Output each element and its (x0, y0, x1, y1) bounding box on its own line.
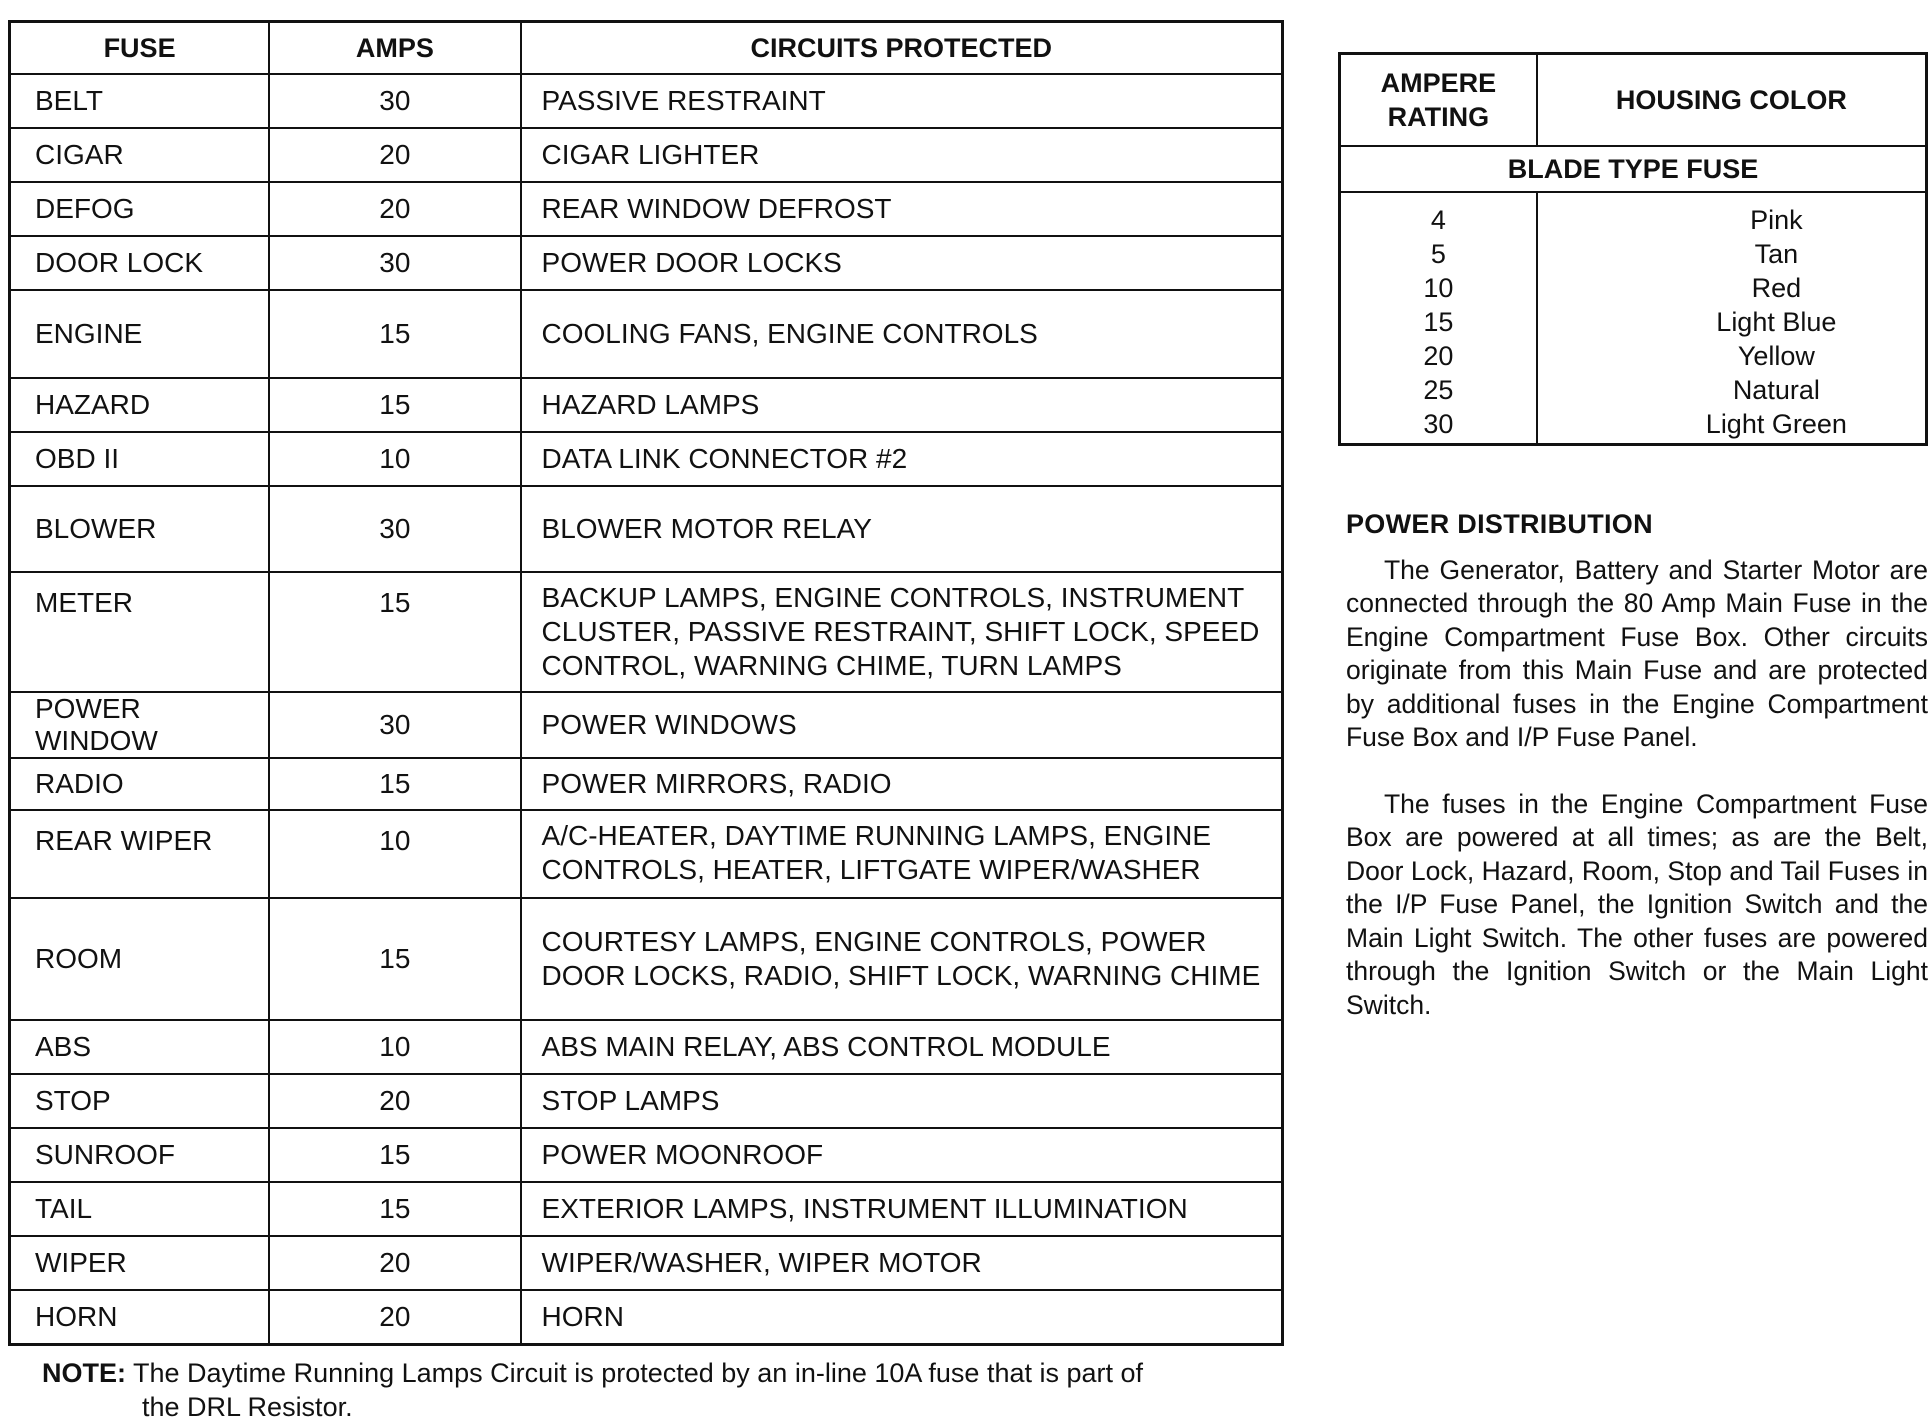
table-row (10, 1290, 1283, 1344)
ampere-rating-table (1338, 52, 1928, 446)
ampere-value: 4 (1340, 192, 1537, 237)
fuse-circuits: COURTESY LAMPS, ENGINE CONTROLS, POWER DOOR LOCKS, RADIO, SHIFT LOCK, WARNING CHIME (521, 898, 1283, 1020)
fuse-circuits: HORN (521, 1290, 1283, 1344)
fuse-amps: 15 (269, 1182, 520, 1236)
table-row (10, 898, 1283, 1020)
table-row (10, 378, 1283, 432)
fuse-name: ABS (10, 1020, 270, 1074)
fuse-amps: 15 (269, 898, 520, 1020)
fuse-circuits: BACKUP LAMPS, ENGINE CONTROLS, INSTRUMENT CLUSTER, PASSIVE RESTRAINT, SHIFT LOCK, SPEED CONTROL, WARNING CHIME, TURN LAMPS (521, 572, 1283, 692)
fuse-circuits: POWER DOOR LOCKS (521, 236, 1283, 290)
fuse-name: SUNROOF (10, 1128, 270, 1182)
header-ampere-rating (1340, 54, 1537, 146)
ampere-value: 5 (1340, 237, 1537, 271)
fuse-name: POWER WINDOW (10, 692, 270, 758)
table-row (10, 1182, 1283, 1236)
fuse-name: DOOR LOCK (10, 236, 270, 290)
power-distribution-section (1346, 508, 1928, 1055)
header-ampere-rating-line2: RATING (1387, 101, 1490, 132)
fuse-table-header (10, 22, 1283, 75)
table-row (10, 572, 1283, 692)
ampere-table-header (1340, 54, 1927, 146)
table-row (1340, 305, 1927, 339)
power-distribution-paragraph-2: The fuses in the Engine Compartment Fuse Box are powered at all times; as are the Belt, Door Lock, Hazard, Room, Stop and Tail Fuses in the I/P Fuse Panel, the Ignition Switch and the Main Light Switch. The other fuses are powered through the Ignition Switch or the Main Light Switch. (1346, 788, 1928, 1020)
header-housing-color: HOUSING COLOR (1537, 54, 1927, 146)
fuse-circuits: CIGAR LIGHTER (521, 128, 1283, 182)
table-row (10, 1236, 1283, 1290)
fuse-name: HORN (10, 1290, 270, 1344)
table-row (1340, 339, 1927, 373)
fuse-name: HAZARD (10, 378, 270, 432)
table-row (1340, 407, 1927, 445)
blade-type-fuse-label: BLADE TYPE FUSE (1340, 146, 1927, 192)
fuse-circuits: REAR WINDOW DEFROST (521, 182, 1283, 236)
fuse-amps: 20 (269, 182, 520, 236)
table-row (1340, 271, 1927, 305)
table-row (1340, 192, 1927, 237)
note-line-2: the DRL Resistor. (142, 1392, 353, 1422)
fuse-circuits: STOP LAMPS (521, 1074, 1283, 1128)
table-row (10, 432, 1283, 486)
housing-color-value: Pink (1537, 192, 1927, 237)
housing-color-value: Yellow (1537, 339, 1927, 373)
ampere-value: 20 (1340, 339, 1537, 373)
fuse-name: DEFOG (10, 182, 270, 236)
housing-color-value: Light Blue (1537, 305, 1927, 339)
fuse-amps: 15 (269, 290, 520, 378)
power-distribution-paragraph-1: The Generator, Battery and Starter Motor are connected through the 80 Amp Main Fuse in the Engine Compartment Fuse Box. Other circuits originate from this Main Fuse and are protected by additional fuses in the Engine Compartment Fuse Box and I/P Fuse Panel. (1346, 554, 1928, 752)
table-row (10, 692, 1283, 758)
fuse-circuits: WIPER/WASHER, WIPER MOTOR (521, 1236, 1283, 1290)
fuse-amps: 20 (269, 1290, 520, 1344)
ampere-value: 25 (1340, 373, 1537, 407)
note (42, 1356, 1222, 1424)
fuse-amps: 10 (269, 1020, 520, 1074)
housing-color-value: Tan (1537, 237, 1927, 271)
fuse-amps: 20 (269, 1074, 520, 1128)
table-row (10, 182, 1283, 236)
table-row (10, 1074, 1283, 1128)
fuse-name: REAR WIPER (10, 810, 270, 898)
table-row (10, 758, 1283, 810)
ampere-value: 10 (1340, 271, 1537, 305)
housing-color-value: Natural (1537, 373, 1927, 407)
fuse-circuits: ABS MAIN RELAY, ABS CONTROL MODULE (521, 1020, 1283, 1074)
power-distribution-title: POWER DISTRIBUTION (1346, 509, 1653, 539)
fuse-name: TAIL (10, 1182, 270, 1236)
table-row (10, 236, 1283, 290)
fuse-amps: 15 (269, 758, 520, 810)
header-circuits: CIRCUITS PROTECTED (521, 22, 1283, 75)
header-ampere-rating-line1: AMPERE (1380, 67, 1497, 98)
fuse-amps: 20 (269, 128, 520, 182)
fuse-amps: 10 (269, 432, 520, 486)
header-fuse: FUSE (10, 22, 270, 75)
ampere-value: 15 (1340, 305, 1537, 339)
fuse-name: CIGAR (10, 128, 270, 182)
ampere-value: 30 (1340, 407, 1537, 445)
table-row (10, 1128, 1283, 1182)
ampere-table-subheader (1340, 146, 1927, 192)
fuse-circuits: EXTERIOR LAMPS, INSTRUMENT ILLUMINATION (521, 1182, 1283, 1236)
fuse-amps: 30 (269, 236, 520, 290)
fuse-amps: 30 (269, 486, 520, 572)
fuse-amps: 15 (269, 1128, 520, 1182)
fuse-name: ROOM (10, 898, 270, 1020)
note-line-1: The Daytime Running Lamps Circuit is protected by an in-line 10A fuse that is part of (133, 1358, 1144, 1388)
note-label: NOTE: (42, 1358, 126, 1388)
fuse-name: BLOWER (10, 486, 270, 572)
fuse-table (8, 20, 1284, 1346)
table-row (10, 486, 1283, 572)
header-amps: AMPS (269, 22, 520, 75)
table-row (1340, 373, 1927, 407)
fuse-name: OBD II (10, 432, 270, 486)
fuse-amps: 10 (269, 810, 520, 898)
table-row (10, 74, 1283, 128)
fuse-circuits: A/C-HEATER, DAYTIME RUNNING LAMPS, ENGINE CONTROLS, HEATER, LIFTGATE WIPER/WASHER (521, 810, 1283, 898)
fuse-circuits: POWER MOONROOF (521, 1128, 1283, 1182)
fuse-circuits: POWER WINDOWS (521, 692, 1283, 758)
fuse-name: WIPER (10, 1236, 270, 1290)
table-row (10, 128, 1283, 182)
housing-color-value: Red (1537, 271, 1927, 305)
table-row (10, 1020, 1283, 1074)
fuse-circuits: COOLING FANS, ENGINE CONTROLS (521, 290, 1283, 378)
table-row (1340, 237, 1927, 271)
fuse-circuits: DATA LINK CONNECTOR #2 (521, 432, 1283, 486)
fuse-amps: 15 (269, 572, 520, 692)
fuse-amps: 15 (269, 378, 520, 432)
fuse-name: BELT (10, 74, 270, 128)
table-row (10, 290, 1283, 378)
fuse-name: METER (10, 572, 270, 692)
fuse-amps: 30 (269, 74, 520, 128)
fuse-name: STOP (10, 1074, 270, 1128)
fuse-amps: 30 (269, 692, 520, 758)
fuse-amps: 20 (269, 1236, 520, 1290)
housing-color-value: Light Green (1537, 407, 1927, 445)
fuse-circuits: BLOWER MOTOR RELAY (521, 486, 1283, 572)
table-row (10, 810, 1283, 898)
fuse-name: ENGINE (10, 290, 270, 378)
fuse-circuits: POWER MIRRORS, RADIO (521, 758, 1283, 810)
fuse-circuits: HAZARD LAMPS (521, 378, 1283, 432)
fuse-circuits: PASSIVE RESTRAINT (521, 74, 1283, 128)
fuse-name: RADIO (10, 758, 270, 810)
